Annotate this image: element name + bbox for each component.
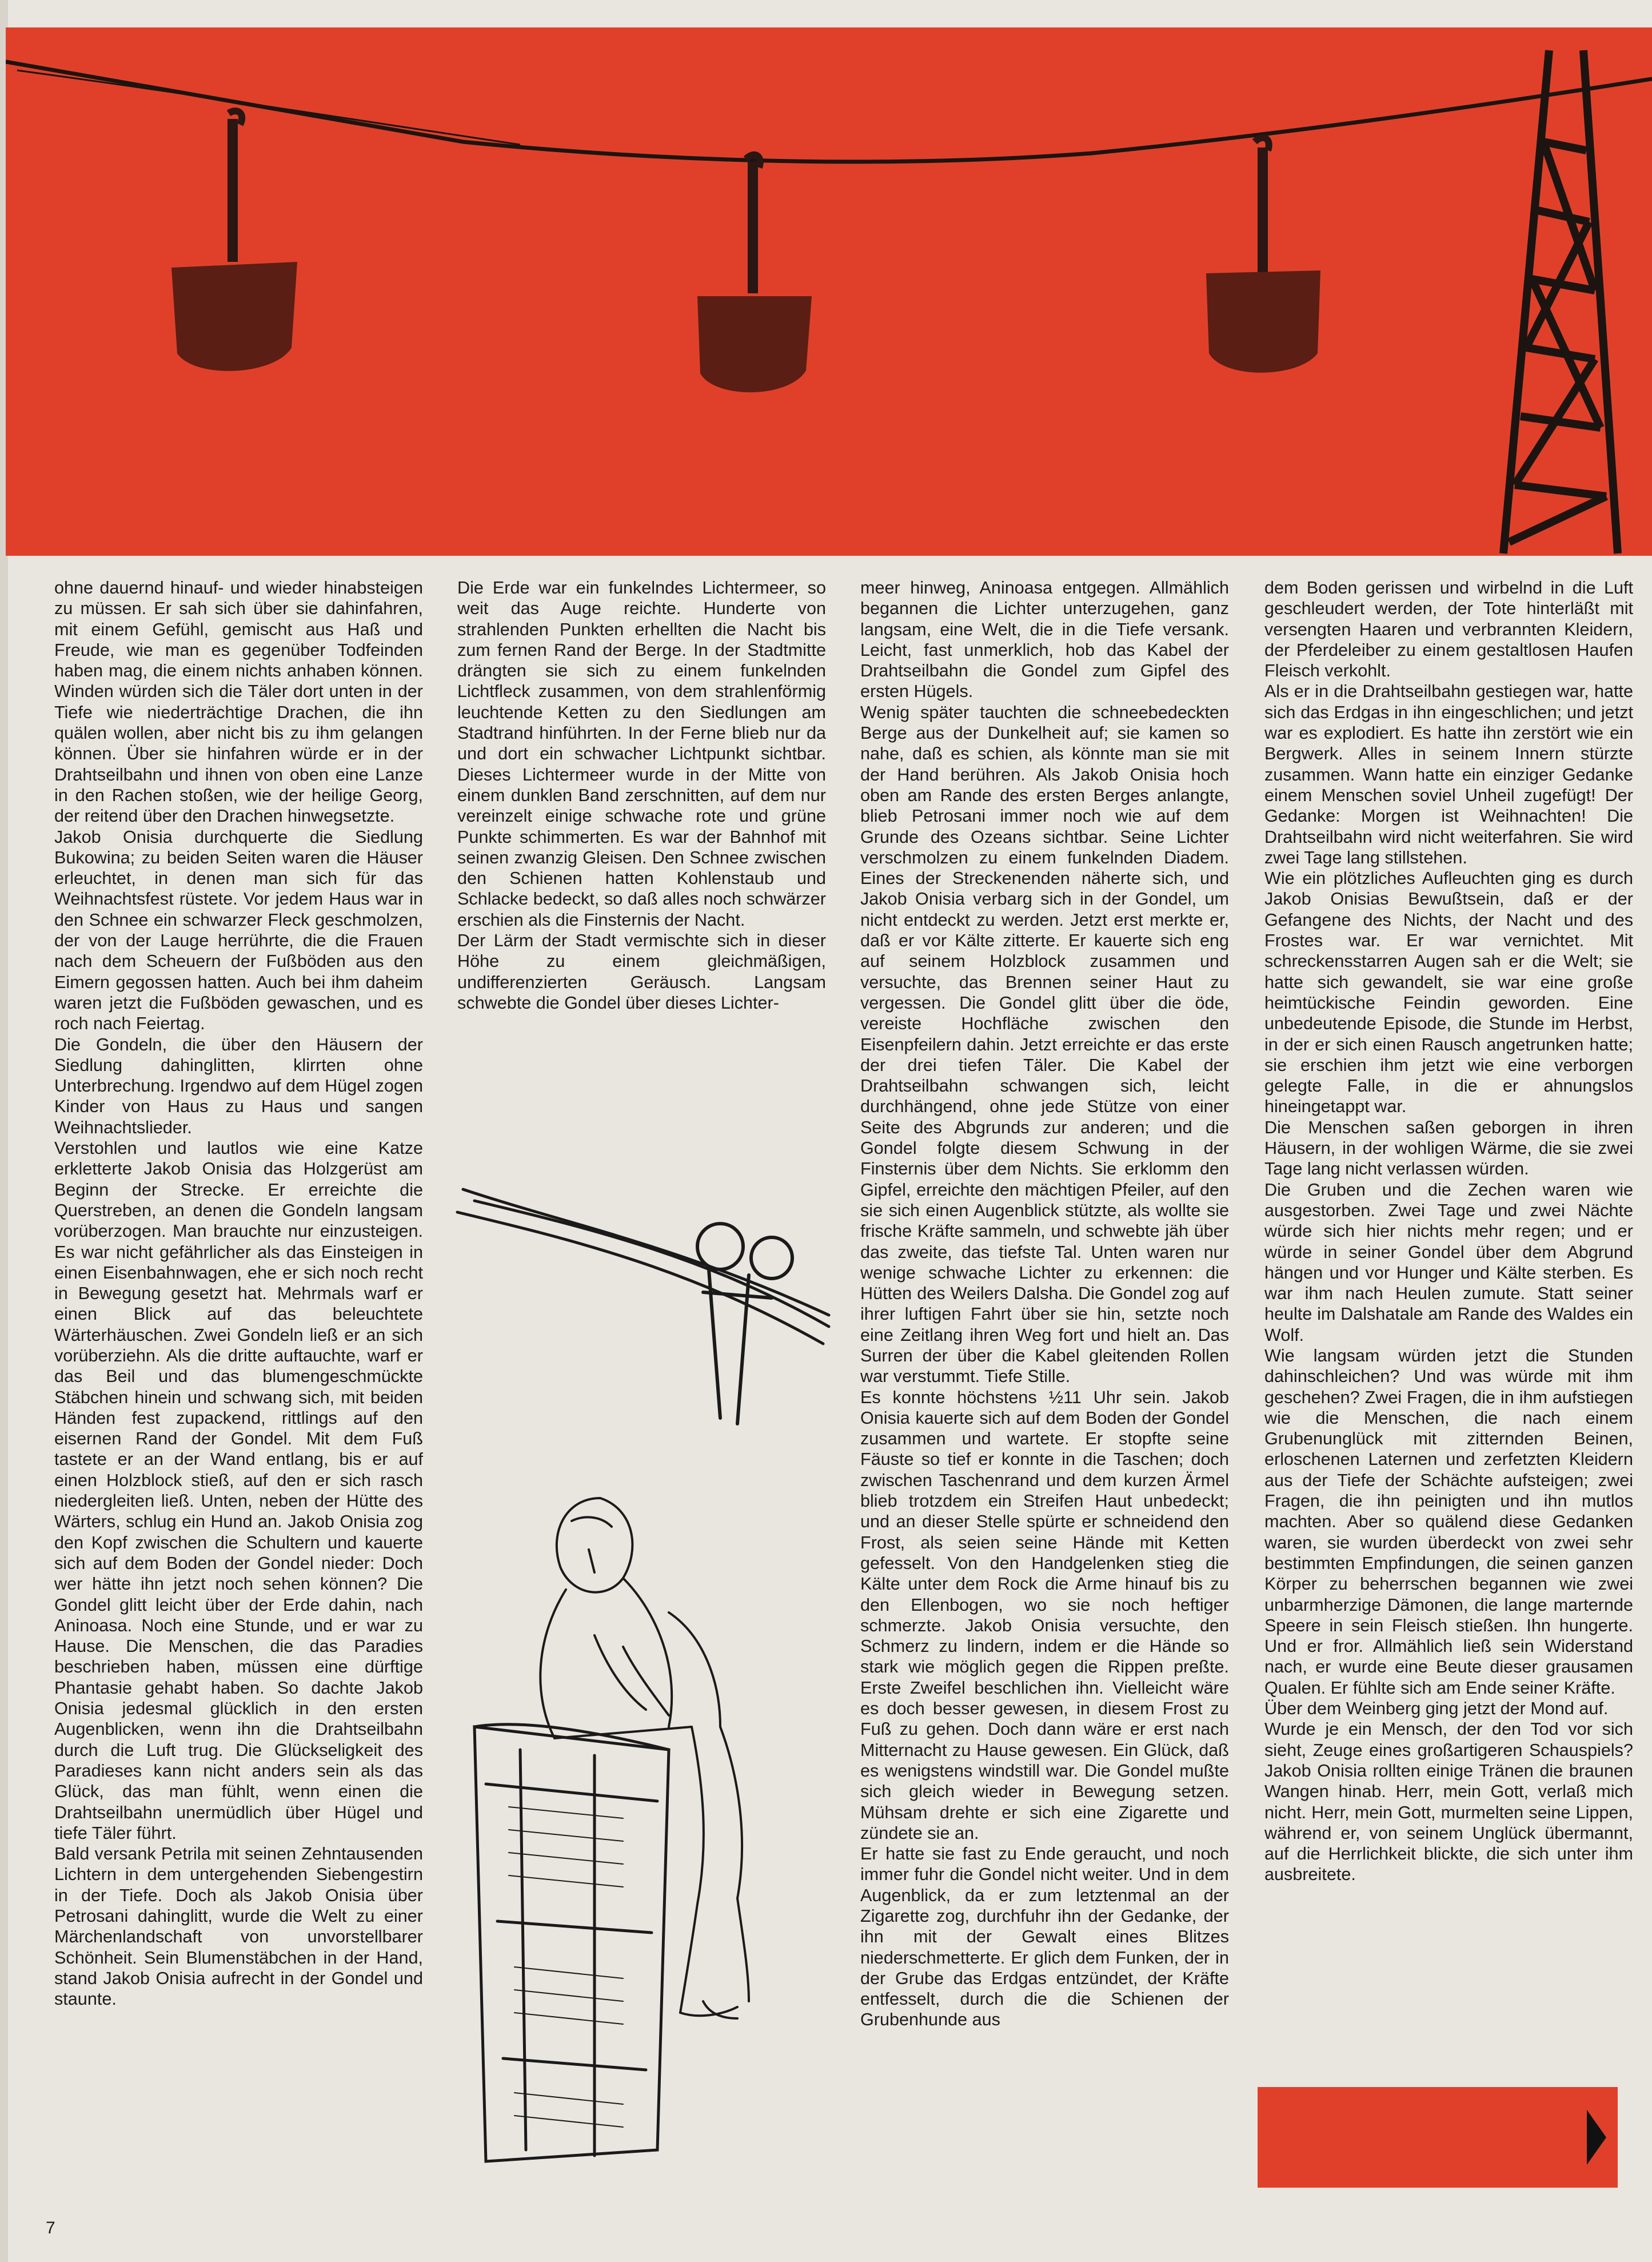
paragraph: Bald versank Petrila mit seinen Zehntausenden Lichtern in dem untergehenden Siebengestirn in der Tiefe. Doch als Jakob Onisia über Petrosani dahinglitt, wurde die Welt zu einer Märchenlandschaft von unvorstellbarer Schönheit. Sein Blumenstäbchen in der Hand, stand Jakob Onisia aufrecht in der Gondel und staunte. xyxy=(54,1844,423,2009)
gondola-1 xyxy=(171,111,297,371)
cable-car-drawing xyxy=(6,27,1652,556)
paragraph: Als er in die Drahtseilbahn gestiegen war, hatte sich das Erdgas in ihn eingeschlichen; und jetzt war es explodiert. Es hatte ihn zerstört wie ein Bergwerk. Alles in seinem Innern stürzte zusammen. Wann hatte ein einziger Gedanke einem Menschen soviel Unheil zugefügt! Der Gedanke: Morgen ist Weihnachten! Die Drahtseilbahn wird nicht weiterfahren. Sie wird zwei Tage lang stillstehen. xyxy=(1264,682,1633,867)
paragraph: Er hatte sie fast zu Ende geraucht, und noch immer fuhr die Gondel nicht weiter. Und in dem Augenblick, da er zum letztenmal an der Zigarette zog, durchfuhr ihn der Gedanke, der ihn mit der Gewalt eines Blitzes niederschmetterte. Er glich dem Funken, der in der Grube das Erdgas entzündet, der Kräfte entfesselt, durch die die Schienen der Grubenhunde aus xyxy=(860,1844,1229,2030)
paragraph: Wenig später tauchten die schneebedeckten Berge aus der Dunkelheit auf; sie kamen so nahe, daß es schien, als könnte man sie mit der Hand berühren. Als Jakob Onisia hoch oben am Rande des ersten Berges anlangte, blieb Petrosani immer noch wie auf dem Grunde des Ozeans sichtbar. Seine Lichter verschmolzen zu einem funkelnden Diadem. Eines der Streckenenden näherte sich, und Jakob Onisia verbarg sich in der Gondel, um nicht entdeckt zu werden. Jetzt erst merkte er, daß er vor Kälte zitterte. Er kauerte sich eng auf seinem Holzblock zusammen und versuchte, das Brennen seiner Haut zu vergessen. Die Gondel glitt über die öde, vereiste Hochfläche zwischen den Eisenpfeilern dahin. Jetzt erreichte er das erste der drei tiefen Täler. Die Kabel der Drahtseilbahn schwangen sich, leicht durchhängend, ohne jede Stütze von einer Seite des Abgrunds zur anderen; und die Gondel folgte diesem Schwung in der Finsternis über dem Nichts. Sie erklomm den Gipfel, erreichte den mächtigen Pfeiler, auf den sie sich einen Augenblick stützte, als wollte sie frische Kräfte sammeln, und schwebte jäh über das zweite, das tiefste Tal. Unten waren nur wenige schwache Lichter zu erkennen: die Hütten des Weilers Dalsha. Die Gondel zog auf ihrer luftigen Fahrt über sie hin, setzte noch eine Zeitlang ihren Weg fort und hielt an. Das Surren der über die Kabel gleitenden Rollen war verstummt. Tiefe Stille. xyxy=(860,702,1229,1387)
paragraph: Über dem Weinberg ging jetzt der Mond auf. xyxy=(1264,1699,1609,1719)
pylon xyxy=(1503,50,1618,553)
paragraph: Wie langsam würden jetzt die Stunden dahinschleichen? Und was würde mit ihm geschehen? Zwei Fragen, die in ihm aufstiegen wie die Menschen, die nach einem Grubenunglück mit zitternden Beinen, erloschenen Laternen und zerfetzten Kleidern aus der Tiefe der Schächte aufsteigen; zwei Fragen, die ihn peinigten und ihn mutlos machten. Aber so quälend diese Gedanken waren, sie wurden überdeckt von zwei sehr bestimmten Empfindungen, die seinen ganzen Körper zu beherrschen begannen wie zwei unbarmherzige Dämonen, die lange marternde Speere in sein Fleisch stießen. Ihn hungerte. Und er fror. Allmählich ließ sein Widerstand nach, er wurde eine Beute dieser grausamen Qualen. Er fühlte sich am Ende seiner Kräfte. xyxy=(1264,1345,1633,1698)
paragraph: Jakob Onisia durchquerte die Siedlung Bukowina; zu beiden Seiten waren die Häuser erleuchtet, in denen man sich für das Weihnachtsfest rüstete. Vor jedem Haus war in den Schnee ein schwarzer Fleck geschmolzen, der von der Lauge herrührte, die die Frauen nach dem Scheuern der Fußböden aus den Eimern gegossen hatten. Auch bei ihm daheim waren jetzt die Fußböden gewaschen, und es roch nach Feiertag. xyxy=(54,827,423,1034)
gondola-2 xyxy=(697,155,812,392)
paragraph: dem Boden gerissen und wirbelnd in die Luft geschleudert werden, der Tote hinterläßt mit versengten Haaren und verbrannten Kleidern, der Pferdeleiber zu einem gestaltlosen Haufen Fleisch verkohlt. xyxy=(1264,578,1633,681)
column-2-text xyxy=(457,578,826,1013)
paragraph: Die Erde war ein funkelndes Lichtermeer, so weit das Auge reichte. Hunderte von strahlenden Punkten erhellten die Nacht bis zum fernen Rand der Berge. In der Stadtmitte drängten sie sich zu einem funkelnden Lichtfleck zusammen, von dem strahlenförmig leuchtende Ketten zu den Siedlungen am Stadtrand hinführten. In der Ferne blieb nur da und dort ein schwacher Lichtpunkt sichtbar. Dieses Lichtermeer wurde in der Mitte von einem dunklen Band zerschnitten, auf dem nur vereinzelt einige schwache rote und grüne Punkte schimmerten. Es war der Bahnhof mit seinen zwanzig Gleisen. Den Schnee zwischen den Schienen hatten Kohlenstaub und Schlacke bedeckt, so daß alles noch schwärzer erschien als die Finsternis der Nacht. xyxy=(457,578,826,930)
sketch-gondola-box xyxy=(474,1725,669,2161)
text-column-1 xyxy=(54,578,423,2009)
paragraph: Die Menschen saßen geborgen in ihren Häusern, in der wohligen Wärme, die sie zwei Tage lang nicht verlassen würden. xyxy=(1264,1117,1633,1179)
paragraph: Der Lärm der Stadt vermischte sich in dieser Höhe zu einem gleichmäßigen, undifferenzierten Geräusch. Langsam schwebte die Gondel über dieses Lichter- xyxy=(457,931,826,1013)
sketch-pulley xyxy=(697,1224,792,1424)
text-column-2 xyxy=(457,578,826,1013)
man-in-gondola-sketch xyxy=(452,1178,840,2184)
paragraph: Es konnte höchstens ½11 Uhr sein. Jakob Onisia kauerte sich auf dem Boden der Gondel zusammen und wartete. Er stopfte seine Fäuste so tief er konnte in die Taschen; doch zwischen Taschenrand und dem kurzen Ärmel blieb trotzdem ein Streifen Haut unbedeckt; und an dieser Stelle spürte er schneidend den Frost, als seien seine Hände mit Ketten gefesselt. Von den Handgelenken stieg die Kälte unter dem Rock die Arme hinauf bis zu den Ellenbogen, wo sie noch heftiger schmerzte. Jakob Onisia versuchte, den Schmerz zu lindern, indem er die Hände so stark wie möglich gegen die Rippen preßte. Erste Zweifel beschlichen ihn. Vielleicht wäre es doch besser gewesen, in diesem Frost zu Fuß zu gehen. Doch dann wäre er erst nach Mitternacht zu Hause gewesen. Ein Glück, daß es wenigstens windstill war. Die Gondel mußte sich gleich wieder in Bewegung setzen. Mühsam drehte er sich eine Zigarette und zündete sie an. xyxy=(860,1387,1229,1843)
sketch-illustration xyxy=(452,1178,840,2184)
paragraph: Wie ein plötzliches Aufleuchten ging es durch Jakob Onisias Bewußtsein, daß er der Gefangene des Nichts, der Nacht und des Frostes war. Er war vernichtet. Mit schreckensstarren Augen sah er die Welt; sie hatte sich gewandelt, sie war eine große heimtückische Feindin geworden. Eine unbedeutende Episode, die Stunde im Herbst, in der er sich einen Rausch angetrunken hatte; sie erschien ihm jetzt wie eine verborgen gelegte Falle, in die er ahnungslos hineingetappt war. xyxy=(1264,869,1633,1117)
paragraph: Die Gruben und die Zechen waren wie ausgestorben. Zwei Tage und zwei Nächte würde sich hier nichts mehr regen; und er würde in seiner Gondel über dem Abgrund hängen und vor Hunger und Kälte sterben. Es war ihm nach Heulen zumute. Statt seiner heulte im Dalshatale am Rande des Waldes ein Wolf. xyxy=(1264,1180,1633,1345)
continue-marker xyxy=(1258,2087,1618,2188)
paragraph: Wurde je ein Mensch, der den Tod vor sich sieht, Zeuge eines großartigeren Schauspiels? Jakob Onisia rollten einige Tränen die braunen Wangen hinab. Herr, mein Gott, verlaß mich nicht. Herr, mein Gott, murmelten seine Lippen, während er, von seinem Unglück übermannt, auf die Herrlichkeit blickte, die sich unter ihm ausbreitete. xyxy=(1264,1719,1633,1885)
paragraph: ohne dauernd hinauf- und wieder hinabsteigen zu müssen. Er sah sich über sie dahinfahren, mit einem Gefühl, gemischt aus Haß und Freude, wie man es gegenüber Todfeinden haben mag, die einem nichts anhaben können. Winden würden sich die Täler dort unten in der Tiefe wie niederträchtige Drachen, die ihn quälen wollen, aber nicht bis zu ihm gelangen können. Über sie hinfahren würde er in der Drahtseilbahn und ihnen von oben eine Lanze in den Rachen stoßen, wie der heilige Georg, der reitend über den Drachen hinwegsetzte. xyxy=(54,578,423,826)
gondola-3 xyxy=(1206,138,1320,373)
sketch-man xyxy=(540,1498,749,2018)
banner-illustration xyxy=(6,27,1652,556)
sketch-cable xyxy=(457,1189,829,1344)
text-column-4 xyxy=(1264,578,1633,1885)
paragraph: meer hinweg, Aninoasa entgegen. Allmählich begannen die Lichter unterzugehen, ganz langsam, eine Welt, die in die Tiefe versank. Leicht, fast unmerklich, hob das Kabel der Drahtseilbahn die Gondel zum Gipfel des ersten Hügels. xyxy=(860,578,1229,702)
text-column-3 xyxy=(860,578,1229,2030)
page-number: 7 xyxy=(46,2219,55,2237)
cable-line xyxy=(6,62,1652,162)
play-arrow-icon xyxy=(1587,2110,1606,2165)
paragraph: Die Gondeln, die über den Häusern der Siedlung dahinglitten, klirrten ohne Unterbrechung. Irgendwo auf dem Hügel zogen Kinder von Haus zu Haus und sangen Weihnachtslieder. xyxy=(54,1034,423,1137)
paragraph: Verstohlen und lautlos wie eine Katze erkletterte Jakob Onisia das Holzgerüst am Beginn der Strecke. Er erreichte die Querstreben, an denen die Gondeln langsam vorüberzogen. Man brauchte nur einzusteigen. Es war nicht gefährlicher als das Einsteigen in einen Eisenbahnwagen, ehe er sich noch recht in Bewegung gesetzt hat. Mehrmals warf er einen Blick auf das beleuchtete Wärterhäuschen. Zwei Gondeln ließ er an sich vorüberziehn. Als die dritte auftauchte, warf er das Beil und das blumengeschmückte Stäbchen hinein und schwang sich, mit beiden Händen fest zupackend, rittlings auf den eisernen Rand der Gondel. Mit dem Fuß tastete er an der Wand entlang, bis er auf einen Holzblock stieß, auf den er sich rasch niedergleiten ließ. Unten, neben der Hütte des Wärters, schlug ein Hund an. Jakob Onisia zog den Kopf zwischen die Schultern und kauerte sich auf dem Boden der Gondel nieder: Doch wer hätte ihn jetzt noch sehen können? Die Gondel glitt leicht über der Erde dahin, nach Aninoasa. Noch eine Stunde, und er war zu Hause. Die Menschen, die das Paradies beschrieben haben, müssen eine dürftige Phantasie gehabt haben. So dachte Jakob Onisia jedesmal glücklich in den ersten Augenblicken, wenn ihn die Drahtseilbahn durch die Luft trug. Die Glückseligkeit des Paradieses kann nicht anders sein als das Glück, das man fühlt, wenn einen die Drahtseilbahn unermüdlich über Hügel und tiefe Täler führt. xyxy=(54,1138,423,1843)
